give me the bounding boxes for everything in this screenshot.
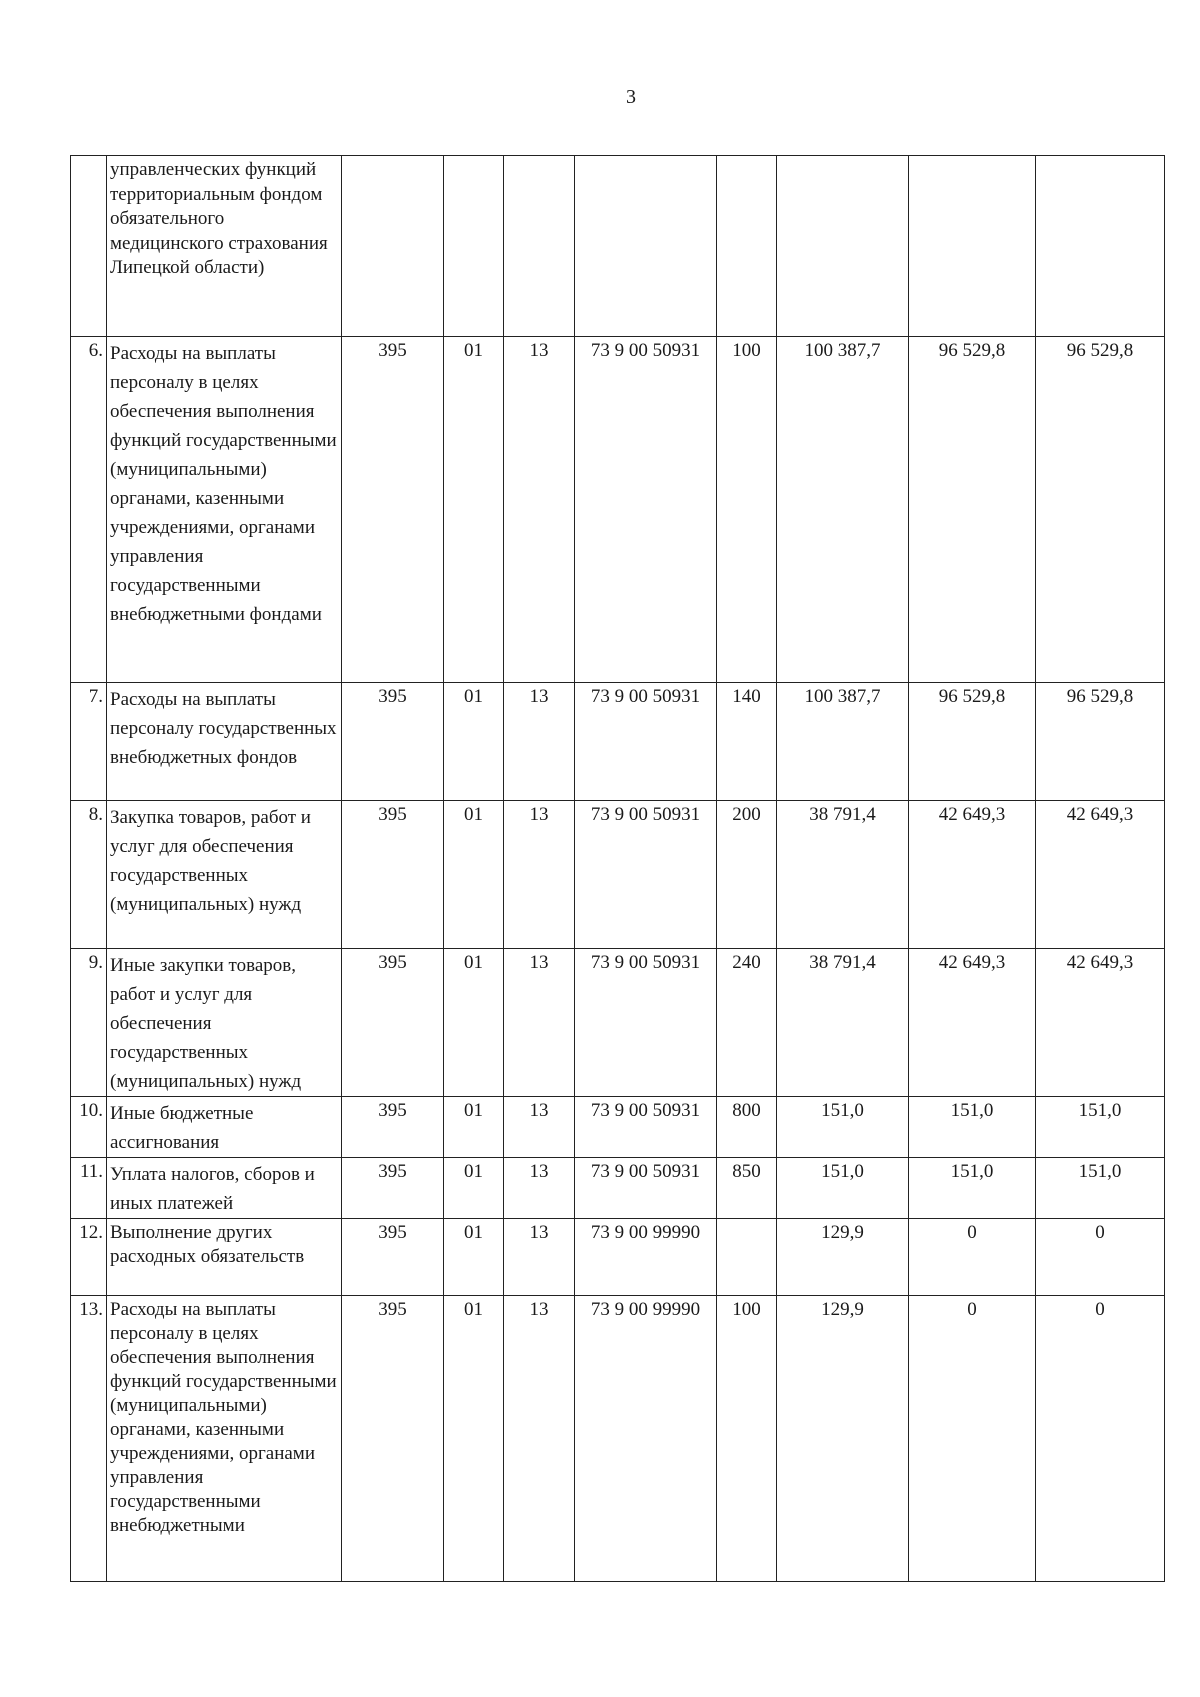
code-vr: 800 [717, 1097, 777, 1158]
table-row [71, 1219, 1165, 1296]
code-pr: 13 [504, 1097, 575, 1158]
code-vr: 240 [717, 949, 777, 1097]
code-gr: 395 [342, 683, 444, 801]
amount-year-3: 0 [1036, 1219, 1165, 1296]
table-row [71, 801, 1165, 949]
code-pr [504, 156, 575, 337]
table-row [71, 683, 1165, 801]
amount-year-1: 151,0 [777, 1097, 909, 1158]
code-pr: 13 [504, 337, 575, 683]
code-csr [575, 156, 717, 337]
row-number: 12. [71, 1219, 107, 1296]
amount-year-1: 38 791,4 [777, 801, 909, 949]
amount-year-1: 100 387,7 [777, 683, 909, 801]
code-csr: 73 9 00 99990 [575, 1296, 717, 1582]
code-pr: 13 [504, 683, 575, 801]
code-rz: 01 [444, 683, 504, 801]
code-rz: 01 [444, 1158, 504, 1219]
amount-year-2: 42 649,3 [909, 801, 1036, 949]
amount-year-3: 42 649,3 [1036, 949, 1165, 1097]
amount-year-2: 0 [909, 1296, 1036, 1582]
code-pr: 13 [504, 949, 575, 1097]
amount-year-1: 38 791,4 [777, 949, 909, 1097]
amount-year-1: 129,9 [777, 1296, 909, 1582]
expense-name: Уплата налогов, сборов и иных платежей [107, 1158, 342, 1219]
code-gr: 395 [342, 1296, 444, 1582]
code-gr: 395 [342, 337, 444, 683]
code-pr: 13 [504, 1158, 575, 1219]
code-gr [342, 156, 444, 337]
code-csr: 73 9 00 50931 [575, 949, 717, 1097]
code-csr: 73 9 00 99990 [575, 1219, 717, 1296]
code-csr: 73 9 00 50931 [575, 1158, 717, 1219]
expense-name: Закупка товаров, работ и услуг для обеспечения государственных (муниципальных) нужд [107, 801, 342, 949]
code-pr: 13 [504, 1296, 575, 1582]
amount-year-2: 0 [909, 1219, 1036, 1296]
code-rz: 01 [444, 1219, 504, 1296]
code-csr: 73 9 00 50931 [575, 337, 717, 683]
code-rz: 01 [444, 801, 504, 949]
code-vr [717, 1219, 777, 1296]
code-rz: 01 [444, 337, 504, 683]
row-number: 10. [71, 1097, 107, 1158]
table-row [71, 1158, 1165, 1219]
code-vr [717, 156, 777, 337]
row-number [71, 156, 107, 337]
table-row [71, 337, 1165, 683]
code-pr: 13 [504, 1219, 575, 1296]
amount-year-2: 96 529,8 [909, 337, 1036, 683]
amount-year-3: 0 [1036, 1296, 1165, 1582]
row-number: 7. [71, 683, 107, 801]
code-vr: 140 [717, 683, 777, 801]
table-row [71, 1296, 1165, 1582]
table-body [71, 156, 1165, 1582]
amount-year-1 [777, 156, 909, 337]
expense-name: управленческих функций территориальным фондом обязательного медицинского страхования Липецкой области) [107, 156, 342, 337]
code-rz: 01 [444, 949, 504, 1097]
expense-name: Расходы на выплаты персоналу в целях обеспечения выполнения функций государственными (муниципальными) органами, казенными учреждениями, органами управления государственными внебюджетными фондами [107, 337, 342, 683]
amount-year-1: 129,9 [777, 1219, 909, 1296]
expense-name: Расходы на выплаты персоналу в целях обеспечения выполнения функций государственными (муниципальными) органами, казенными учреждениями, органами управления государственными внебюджетными [107, 1296, 342, 1582]
code-rz: 01 [444, 1296, 504, 1582]
code-csr: 73 9 00 50931 [575, 683, 717, 801]
table-row [71, 156, 1165, 337]
budget-table [70, 155, 1165, 1582]
amount-year-2: 151,0 [909, 1097, 1036, 1158]
code-rz [444, 156, 504, 337]
code-rz: 01 [444, 1097, 504, 1158]
amount-year-3: 96 529,8 [1036, 683, 1165, 801]
amount-year-3: 42 649,3 [1036, 801, 1165, 949]
code-vr: 100 [717, 1296, 777, 1582]
code-pr: 13 [504, 801, 575, 949]
amount-year-3 [1036, 156, 1165, 337]
code-gr: 395 [342, 801, 444, 949]
code-gr: 395 [342, 1097, 444, 1158]
row-number: 11. [71, 1158, 107, 1219]
amount-year-2: 96 529,8 [909, 683, 1036, 801]
amount-year-3: 96 529,8 [1036, 337, 1165, 683]
code-vr: 100 [717, 337, 777, 683]
amount-year-2: 151,0 [909, 1158, 1036, 1219]
code-gr: 395 [342, 1219, 444, 1296]
expense-name: Иные закупки товаров, работ и услуг для обеспечения государственных (муниципальных) нужд [107, 949, 342, 1097]
amount-year-3: 151,0 [1036, 1158, 1165, 1219]
amount-year-3: 151,0 [1036, 1097, 1165, 1158]
code-csr: 73 9 00 50931 [575, 801, 717, 949]
amount-year-1: 151,0 [777, 1158, 909, 1219]
row-number: 13. [71, 1296, 107, 1582]
code-vr: 200 [717, 801, 777, 949]
expense-name: Иные бюджетные ассигнования [107, 1097, 342, 1158]
amount-year-2 [909, 156, 1036, 337]
code-gr: 395 [342, 949, 444, 1097]
code-gr: 395 [342, 1158, 444, 1219]
table-row [71, 949, 1165, 1097]
code-csr: 73 9 00 50931 [575, 1097, 717, 1158]
table-row [71, 1097, 1165, 1158]
expense-name: Выполнение других расходных обязательств [107, 1219, 342, 1296]
code-vr: 850 [717, 1158, 777, 1219]
expense-name: Расходы на выплаты персоналу государственных внебюджетных фондов [107, 683, 342, 801]
amount-year-2: 42 649,3 [909, 949, 1036, 1097]
page-number: 3 [626, 86, 636, 108]
row-number: 9. [71, 949, 107, 1097]
amount-year-1: 100 387,7 [777, 337, 909, 683]
row-number: 6. [71, 337, 107, 683]
row-number: 8. [71, 801, 107, 949]
